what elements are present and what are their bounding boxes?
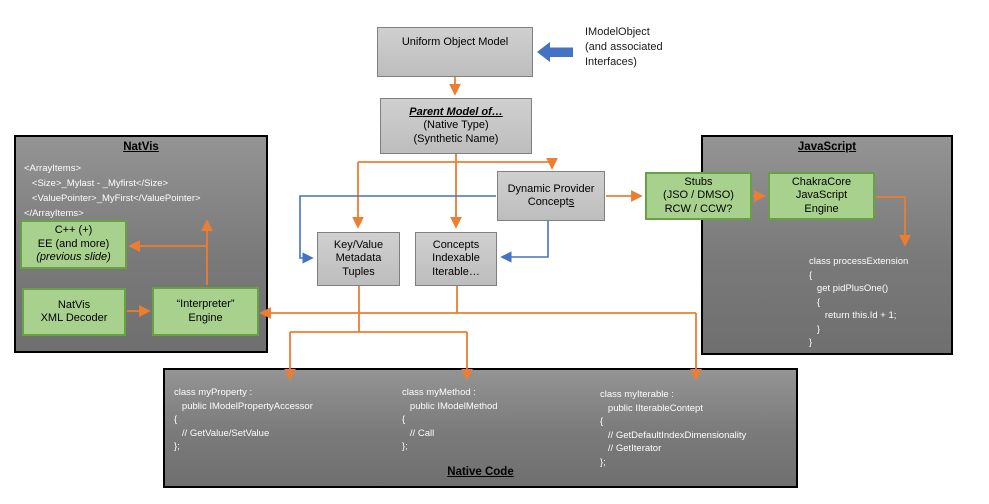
dynamic-provider-concepts-box [497, 171, 605, 221]
code-line: // GetDefaultIndexDimensionality [600, 429, 747, 441]
chakra-line: JavaScript [795, 189, 848, 202]
concepts-line: Concepts [432, 238, 480, 251]
javascript-panel [701, 135, 953, 355]
imodelobject-label-line: Interfaces) [585, 56, 637, 68]
parent-model-title: Parent Model of… [409, 105, 503, 118]
code-line: // Call [402, 427, 435, 439]
code-line: // GetValue/SetValue [174, 427, 270, 439]
code-line: <Size>_Mylast - _Myfirst</Size> [24, 178, 169, 189]
cpp-ee-line: EE (and more) [37, 237, 110, 250]
stubs-line: Stubs [684, 175, 713, 188]
concepts-line: Iterable… [432, 265, 480, 278]
code-line: public IIterableContept [600, 402, 703, 414]
imodelobject-label-line: (and associated [585, 41, 663, 53]
interpreter-line: Engine [188, 311, 223, 324]
parent-model-box [380, 98, 532, 154]
code-line: get pidPlusOne() [809, 283, 889, 294]
chakra-line: Engine [804, 202, 839, 215]
mymethod-code-snippet [402, 386, 498, 454]
keyvalue-line: Metadata [335, 252, 382, 265]
natvis-xml-snippet [24, 161, 201, 221]
concepts-indexable-iterable-box [415, 232, 497, 286]
chakra-line: ChakraCore [791, 175, 852, 188]
code-line: class myIterable : [600, 389, 674, 400]
myiterable-code-snippet [600, 388, 746, 469]
uniform-object-model-box [377, 27, 533, 77]
native-code-panel [163, 368, 798, 488]
javascript-panel-title: JavaScript [797, 141, 857, 153]
parent-model-line: (Synthetic Name) [413, 132, 499, 145]
code-line: class myMethod : [402, 387, 476, 398]
code-line: { [402, 414, 406, 425]
chakracore-engine-box [768, 172, 875, 220]
cpp-ee-box [20, 220, 127, 269]
uniform-object-model-label: Uniform Object Model [401, 36, 509, 48]
interpreter-engine-box [152, 287, 259, 336]
code-line: { [600, 416, 604, 427]
natvis-panel-title: NatVis [123, 141, 159, 153]
code-line: <ArrayItems> [24, 163, 82, 174]
imodelobject-label [585, 25, 715, 70]
code-line: }; [174, 441, 180, 452]
code-line: { [809, 296, 821, 308]
keyvalue-line: Tuples [342, 265, 375, 278]
code-line: </ArrayItems> [24, 208, 84, 219]
code-line: }; [402, 441, 408, 452]
concepts-line: Indexable [432, 252, 480, 265]
code-line: return this.Id + 1; [809, 310, 897, 321]
stubs-box [645, 172, 752, 220]
code-line: public IModelMethod [402, 400, 498, 412]
stubs-line: RCW / CCW? [664, 202, 733, 215]
decoder-line: NatVis [57, 298, 91, 311]
natvis-panel [14, 135, 268, 353]
code-line: class myProperty : [174, 387, 253, 398]
cpp-ee-line: (previous slide) [36, 251, 111, 264]
dynamic-line-part-underlined: s [568, 196, 575, 208]
code-line: } [809, 323, 821, 335]
code-line: // GetIterator [600, 443, 662, 454]
imodelobject-label-line: IModelObject [585, 26, 650, 38]
parent-model-line: (Native Type) [423, 119, 489, 132]
interpreter-line: “Interpreter” [176, 298, 235, 310]
cpp-ee-line: C++ (+) [54, 224, 93, 237]
dynamic-line: Dynamic Provider [507, 182, 595, 195]
dynamic-line-part: Concept [527, 196, 569, 208]
code-line: <ValuePointer>_MyFirst</ValuePointer> [24, 193, 201, 204]
javascript-code-snippet [809, 255, 908, 350]
decoder-line: XML Decoder [40, 312, 108, 324]
imodel-block-arrow-icon [537, 42, 573, 62]
code-line: }; [600, 456, 606, 468]
keyvalue-line: Key/Value [333, 238, 384, 251]
code-line: } [809, 337, 813, 348]
myproperty-code-snippet [174, 386, 313, 454]
code-line: class processExtension [809, 256, 909, 267]
native-code-title: Native Code [447, 466, 514, 478]
code-line: { [174, 414, 178, 425]
keyvalue-metadata-tuples-box [317, 232, 400, 286]
stubs-line: (JSO / DMSO) [663, 189, 734, 202]
dynamic-line [528, 196, 574, 210]
natvis-xml-decoder-box [22, 288, 126, 336]
code-line: public IModelPropertyAccessor [174, 400, 313, 412]
code-line: { [809, 269, 813, 281]
